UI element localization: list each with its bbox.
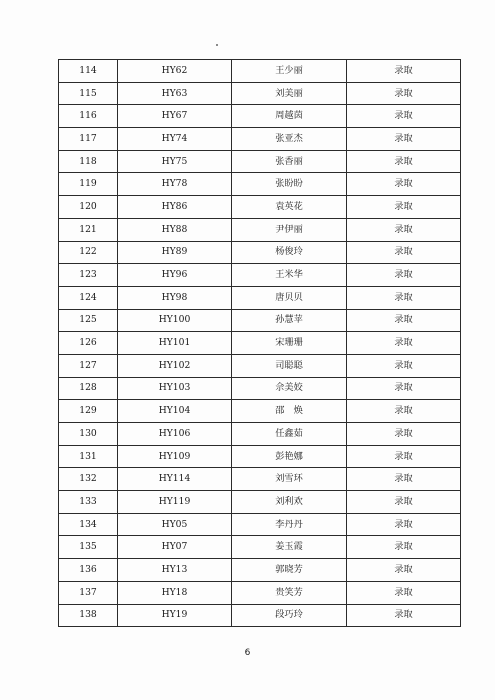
candidate-code-cell: HY86 bbox=[118, 196, 232, 219]
admission-status-cell: 录取 bbox=[347, 377, 461, 400]
admission-status-cell: 录取 bbox=[347, 400, 461, 423]
row-number-cell: 122 bbox=[59, 241, 118, 264]
candidate-code-cell: HY19 bbox=[118, 604, 232, 627]
admission-status-cell: 录取 bbox=[347, 218, 461, 241]
admission-status-cell: 录取 bbox=[347, 196, 461, 219]
candidate-name-cell: 袁英花 bbox=[232, 196, 347, 219]
row-number-cell: 132 bbox=[59, 468, 118, 491]
candidate-code-cell: HY05 bbox=[118, 513, 232, 536]
table-row bbox=[59, 241, 461, 264]
row-number-cell: 134 bbox=[59, 513, 118, 536]
candidate-name-cell: 邵 焕 bbox=[232, 400, 347, 423]
candidate-code-cell: HY119 bbox=[118, 491, 232, 514]
table-row bbox=[59, 218, 461, 241]
table-row bbox=[59, 423, 461, 446]
admission-status-cell: 录取 bbox=[347, 468, 461, 491]
row-number-cell: 131 bbox=[59, 445, 118, 468]
table-row bbox=[59, 604, 461, 627]
candidate-code-cell: HY100 bbox=[118, 309, 232, 332]
table-row bbox=[59, 445, 461, 468]
row-number-cell: 118 bbox=[59, 150, 118, 173]
candidate-code-cell: HY89 bbox=[118, 241, 232, 264]
table-row bbox=[59, 400, 461, 423]
row-number-cell: 137 bbox=[59, 581, 118, 604]
candidate-name-cell: 司聪聪 bbox=[232, 354, 347, 377]
table-row bbox=[59, 82, 461, 105]
table-row bbox=[59, 536, 461, 559]
table-row bbox=[59, 150, 461, 173]
candidate-code-cell: HY62 bbox=[118, 60, 232, 83]
candidate-code-cell: HY114 bbox=[118, 468, 232, 491]
admission-status-cell: 录取 bbox=[347, 173, 461, 196]
admission-status-cell: 录取 bbox=[347, 423, 461, 446]
table-row bbox=[59, 332, 461, 355]
admission-table bbox=[58, 59, 461, 627]
row-number-cell: 126 bbox=[59, 332, 118, 355]
admission-status-cell: 录取 bbox=[347, 309, 461, 332]
table-row bbox=[59, 354, 461, 377]
row-number-cell: 120 bbox=[59, 196, 118, 219]
candidate-code-cell: HY18 bbox=[118, 581, 232, 604]
candidate-code-cell: HY13 bbox=[118, 559, 232, 582]
row-number-cell: 136 bbox=[59, 559, 118, 582]
admission-status-cell: 录取 bbox=[347, 105, 461, 128]
row-number-cell: 123 bbox=[59, 264, 118, 287]
candidate-code-cell: HY101 bbox=[118, 332, 232, 355]
table-row bbox=[59, 264, 461, 287]
candidate-code-cell: HY74 bbox=[118, 128, 232, 151]
row-number-cell: 124 bbox=[59, 286, 118, 309]
row-number-cell: 119 bbox=[59, 173, 118, 196]
candidate-code-cell: HY106 bbox=[118, 423, 232, 446]
candidate-name-cell: 彭艳娜 bbox=[232, 445, 347, 468]
candidate-name-cell: 张亚杰 bbox=[232, 128, 347, 151]
row-number-cell: 129 bbox=[59, 400, 118, 423]
candidate-name-cell: 宋珊珊 bbox=[232, 332, 347, 355]
row-number-cell: 127 bbox=[59, 354, 118, 377]
candidate-name-cell: 姜玉霞 bbox=[232, 536, 347, 559]
candidate-name-cell: 任鑫茹 bbox=[232, 423, 347, 446]
admission-status-cell: 录取 bbox=[347, 536, 461, 559]
table-row bbox=[59, 491, 461, 514]
row-number-cell: 116 bbox=[59, 105, 118, 128]
candidate-name-cell: 周越茵 bbox=[232, 105, 347, 128]
admission-status-cell: 录取 bbox=[347, 445, 461, 468]
row-number-cell: 128 bbox=[59, 377, 118, 400]
table-row bbox=[59, 513, 461, 536]
admission-status-cell: 录取 bbox=[347, 559, 461, 582]
scan-speck bbox=[216, 44, 218, 46]
admission-status-cell: 录取 bbox=[347, 150, 461, 173]
candidate-code-cell: HY104 bbox=[118, 400, 232, 423]
admission-status-cell: 录取 bbox=[347, 82, 461, 105]
admission-status-cell: 录取 bbox=[347, 491, 461, 514]
table-row bbox=[59, 60, 461, 83]
table-row bbox=[59, 468, 461, 491]
admission-status-cell: 录取 bbox=[347, 513, 461, 536]
candidate-name-cell: 段巧玲 bbox=[232, 604, 347, 627]
table-row bbox=[59, 581, 461, 604]
candidate-code-cell: HY75 bbox=[118, 150, 232, 173]
candidate-name-cell: 李丹丹 bbox=[232, 513, 347, 536]
table-row bbox=[59, 128, 461, 151]
admission-status-cell: 录取 bbox=[347, 332, 461, 355]
candidate-code-cell: HY63 bbox=[118, 82, 232, 105]
candidate-code-cell: HY07 bbox=[118, 536, 232, 559]
candidate-code-cell: HY98 bbox=[118, 286, 232, 309]
admission-status-cell: 录取 bbox=[347, 128, 461, 151]
candidate-name-cell: 尹伊丽 bbox=[232, 218, 347, 241]
candidate-name-cell: 王米华 bbox=[232, 264, 347, 287]
table-row bbox=[59, 286, 461, 309]
candidate-name-cell: 刘雪环 bbox=[232, 468, 347, 491]
table-row bbox=[59, 173, 461, 196]
table-row bbox=[59, 196, 461, 219]
admission-status-cell: 录取 bbox=[347, 286, 461, 309]
candidate-name-cell: 张盼盼 bbox=[232, 173, 347, 196]
admission-status-cell: 录取 bbox=[347, 241, 461, 264]
candidate-code-cell: HY67 bbox=[118, 105, 232, 128]
row-number-cell: 121 bbox=[59, 218, 118, 241]
row-number-cell: 130 bbox=[59, 423, 118, 446]
candidate-name-cell: 刘利欢 bbox=[232, 491, 347, 514]
row-number-cell: 115 bbox=[59, 82, 118, 105]
candidate-name-cell: 张香丽 bbox=[232, 150, 347, 173]
row-number-cell: 133 bbox=[59, 491, 118, 514]
candidate-code-cell: HY96 bbox=[118, 264, 232, 287]
candidate-name-cell: 佘美姣 bbox=[232, 377, 347, 400]
candidate-name-cell: 唐贝贝 bbox=[232, 286, 347, 309]
admission-status-cell: 录取 bbox=[347, 604, 461, 627]
candidate-code-cell: HY88 bbox=[118, 218, 232, 241]
admission-status-cell: 录取 bbox=[347, 354, 461, 377]
table-row bbox=[59, 105, 461, 128]
table-row bbox=[59, 559, 461, 582]
candidate-name-cell: 郭晓芳 bbox=[232, 559, 347, 582]
row-number-cell: 114 bbox=[59, 60, 118, 83]
admission-status-cell: 录取 bbox=[347, 581, 461, 604]
row-number-cell: 135 bbox=[59, 536, 118, 559]
row-number-cell: 138 bbox=[59, 604, 118, 627]
candidate-code-cell: HY103 bbox=[118, 377, 232, 400]
candidate-name-cell: 贵笑芳 bbox=[232, 581, 347, 604]
page-number: 6 bbox=[244, 648, 251, 658]
table-row bbox=[59, 309, 461, 332]
admission-status-cell: 录取 bbox=[347, 60, 461, 83]
admission-status-cell: 录取 bbox=[347, 264, 461, 287]
candidate-name-cell: 孙慧苹 bbox=[232, 309, 347, 332]
candidate-code-cell: HY109 bbox=[118, 445, 232, 468]
candidate-name-cell: 王少丽 bbox=[232, 60, 347, 83]
table-row bbox=[59, 377, 461, 400]
candidate-name-cell: 杨俊玲 bbox=[232, 241, 347, 264]
candidate-code-cell: HY102 bbox=[118, 354, 232, 377]
admission-table-body bbox=[59, 60, 461, 627]
candidate-code-cell: HY78 bbox=[118, 173, 232, 196]
row-number-cell: 125 bbox=[59, 309, 118, 332]
row-number-cell: 117 bbox=[59, 128, 118, 151]
candidate-name-cell: 刘美丽 bbox=[232, 82, 347, 105]
